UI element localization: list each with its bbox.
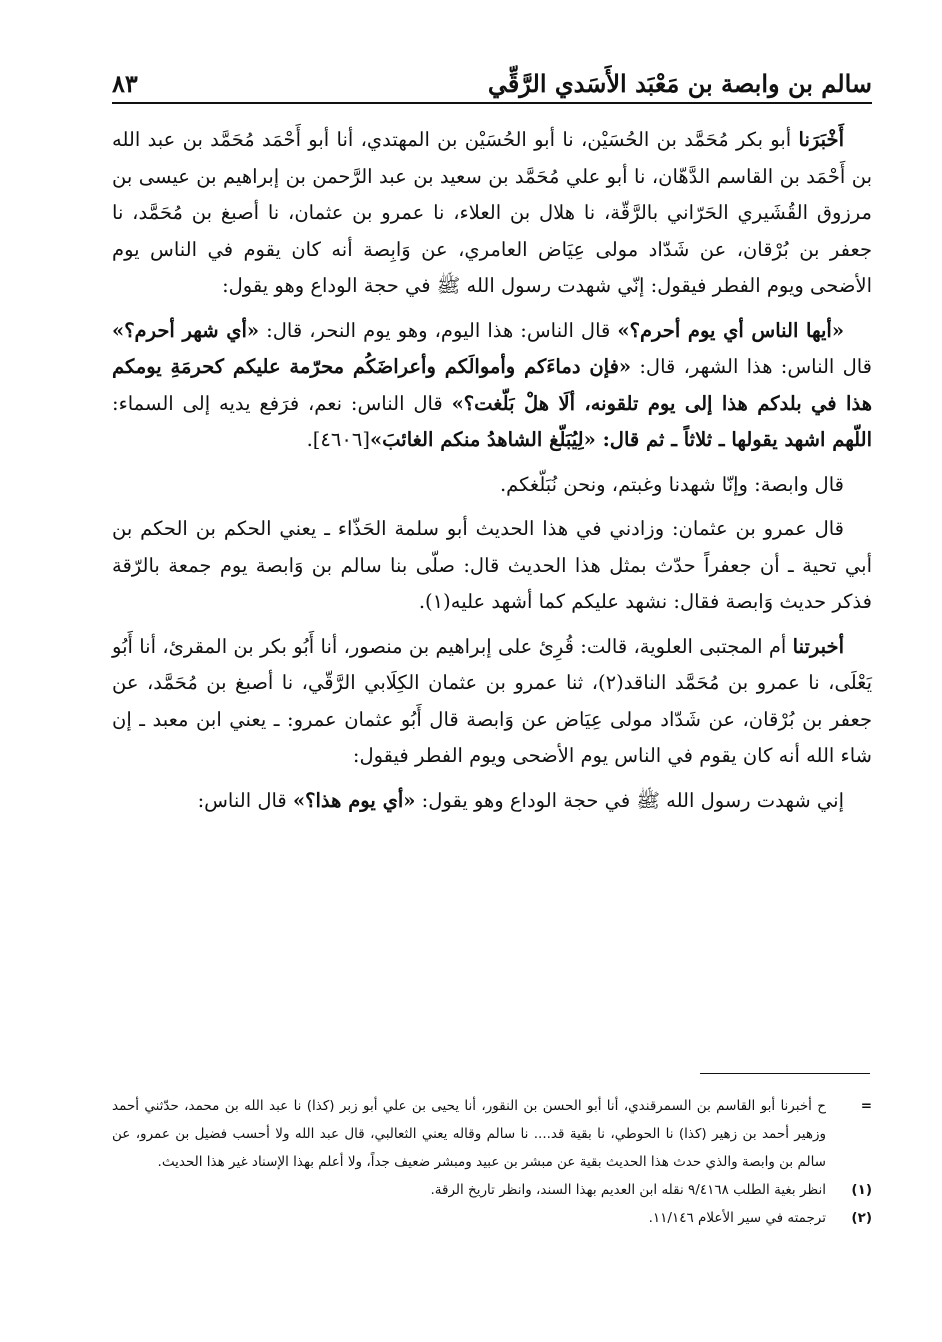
- footnotes: [112, 1092, 872, 1232]
- bold-run: «فإن دماءَكم وأموالَكم وأعراضَكُم محرّمة عليكم كحرمَةِ يومكم هذا في بلدكم هذا إلى يوم تلقونه، ألَا هلْ بَلّغت؟»: [112, 355, 872, 415]
- paragraph: [112, 122, 872, 305]
- page-number: ٨٣: [112, 69, 138, 98]
- text-run: قال عمرو بن عثمان: وزادني في هذا الحديث أبو سلمة الحَذّاء ـ يعني الحكم بن الحكم بن أبي تحية ـ أن جعفراً حدّث بمثل هذا الحديث قال: صلّى بنا سالم بن وَابصة يوم جمعة بالرّقة فذكر حديث وَابصة فقال: نشهد عليكم كما أشهد عليه(١).: [112, 517, 872, 613]
- footnote-text: ترجمته في سير الأعلام ١١/١٤٦.: [648, 1210, 826, 1226]
- footnote-mark: (٢): [851, 1210, 872, 1226]
- bold-run: «أي يوم هذا؟»: [292, 788, 416, 812]
- footnote-separator: [700, 1073, 870, 1074]
- text-run: قال الناس:: [197, 788, 293, 812]
- paragraph: [112, 511, 872, 621]
- text-run: قال الناس: هذا اليوم، وهو يوم النحر، قال:: [259, 318, 618, 342]
- bold-run: «أيها الناس أي يوم أحرم؟»: [617, 318, 845, 342]
- footnote: [112, 1204, 872, 1232]
- bold-run: أَخْبَرَنا: [798, 128, 844, 151]
- footnote-mark: (١): [851, 1182, 872, 1198]
- bold-run: اللّهم اشهد يقولها ـ ثلاثاً ـ ثم قال: «لِيُبَلّغ الشاهدُ منكم الغائبَ»: [369, 428, 872, 451]
- footnote-mark: =: [860, 1098, 872, 1114]
- running-title: سالم بن وابصة بن مَعْبَد الأَسَدي الرَّقِّي: [487, 69, 872, 98]
- footnote: [112, 1176, 872, 1204]
- paragraph: [112, 783, 872, 820]
- text-run: قال وابصة: وإنّا شهدنا وغبتم، ونحن نُبَلّغكم.: [499, 472, 844, 496]
- text-run: قال الناس: نعم، فرَفع يديه إلى السماء:: [112, 391, 452, 415]
- text-run: قال الناس: هذا الشهر، قال:: [631, 355, 873, 378]
- footnote-text: ح أخبرنا أبو القاسم بن السمرقندي، أنا أبو الحسن بن النقور، أنا يحيى بن علي أبو زبر (كذا) نا عبد الله بن محمد، حدّثني أحمد وزهير أحمد بن زهير (كذا) نا الحوطي، نا بقية قد.... نا سالم وقاله يعني الثعالبي، قال عبد الله ولا أحسب فضيل بن عمرو، عن سالم بن وابصة والذي حدث هذا الحديث بقية عن مبشر بن عبيد ومبشر ضعيف جداً، ولا أعلم بهذا الإسناد غير هذا الحديث.: [112, 1098, 826, 1170]
- bold-run: أخبرتنا: [792, 634, 844, 658]
- paragraph: [112, 467, 872, 504]
- paragraph: [112, 629, 872, 775]
- bold-run: «أي شهر أحرم؟»: [112, 318, 260, 342]
- text-run: [٤٦٠٦].: [306, 428, 370, 451]
- footnote: [112, 1092, 872, 1176]
- main-text: [112, 122, 872, 827]
- text-run: إني شهدت رسول الله ﷺ في حجة الوداع وهو يقول:: [415, 788, 844, 812]
- page-header: [112, 52, 872, 104]
- text-run: أم المجتبى العلوية، قالت: قُرِئ على إبراهيم بن منصور، أنا أَبُو بكر بن المقرئ، أنا أَبُو يَعْلَى، نا عمرو بن مُحَمَّد الناقد(٢)، ثنا عمرو بن عثمان الكِلَابي الرَّقّي، نا أصبغ بن مُحَمَّد، عن جعفر بن بُرْقان، عن شَدّاد مولى عِيَاض عن وَابصة قال أَبُو عثمان عمرو: ـ يعني ابن معبد ـ إن شاء الله أنه كان يقوم في الناس يوم الأضحى ويوم الفطر فيقول:: [112, 634, 873, 767]
- text-run: أبو بكر مُحَمَّد بن الحُسَيْن، نا أبو الحُسَيْن بن المهتدي، أنا أبو أَحْمَد مُحَمَّد بن عبد الله بن أَحْمَد بن القاسم الدَّهّان، نا أبو علي مُحَمَّد بن سعيد بن عبد الرَّحمن بن إبراهيم بن عيسى بن مرزوق القُشَيري الحَرّاني بالرَّقّة، نا هلال بن العلاء، نا عمرو بن عثمان، نا أصبغ بن مُحَمَّد، نا جعفر بن بُرْقان، عن شَدّاد مولى عِيَاض العامري، عن وَابِصة أنه كان يقوم في الناس يوم الأضحى ويوم الفطر فيقول: إنّي شهدت رسول الله ﷺ في حجة الوداع وهو يقول:: [112, 128, 872, 297]
- paragraph: [112, 313, 872, 459]
- footnote-text: انظر بغية الطلب ٩/٤١٦٨ نقله ابن العديم بهذا السند، وانظر تاريخ الرقة.: [430, 1182, 826, 1198]
